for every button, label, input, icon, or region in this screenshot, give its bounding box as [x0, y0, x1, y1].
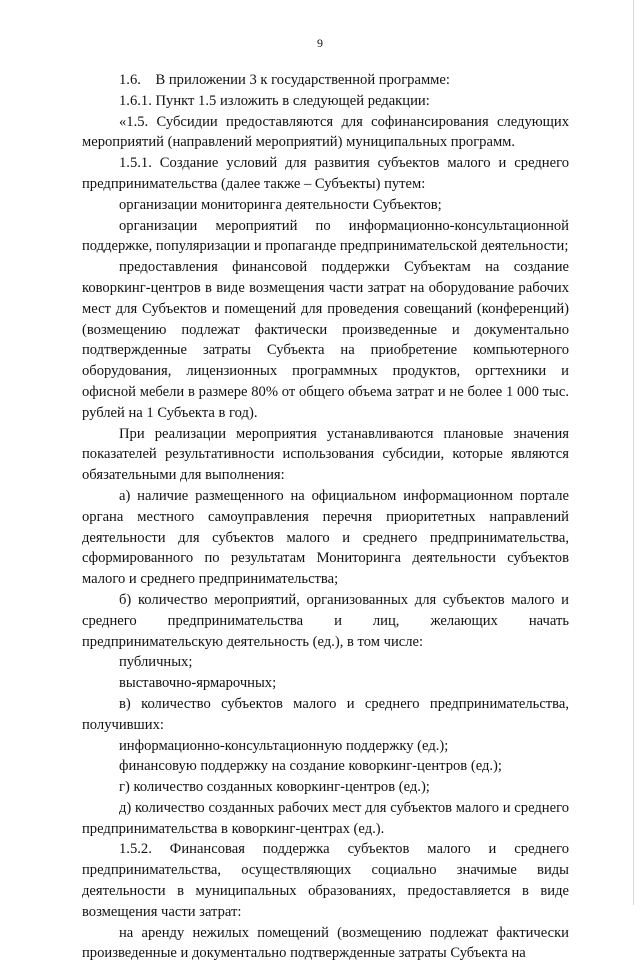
paragraph-point-15: «1.5. Субсидии предоставляются для софинансирования следующих мероприятий (направлений мероприятий) муниципальных программ.	[82, 113, 569, 151]
paragraph-point-152: 1.5.2. Финансовая поддержка субъектов малого и среднего предпринимательства, осуществляющих социально значимые виды деятельности в муниципальных образованиях, предоставляется в виде возмещения части затрат:	[82, 841, 569, 920]
paragraph-indicator-v: в) количество субъектов малого и среднего предпринимательства, получивших:	[82, 695, 569, 733]
paragraph-rent: на аренду нежилых помещений (возмещению подлежат фактически произведенные и документально подтвержденные затраты Субъекта на	[82, 924, 569, 962]
paragraph-financial-support: предоставления финансовой поддержки Субъектам на создание коворкинг-центров в виде возмещения части затрат на оборудование рабочих мест для Субъектов и помещений для проведения совещаний (конференций) (возмещению подлежат фактически произведенные и документально подтвержденные затраты Субъекта на приобретение компьютерного оборудования, лицензионных программных продуктов, оргтехники и офисной мебели в размере 80% от общего объема затрат и не более 1 000 тыс. рублей на 1 Субъекта в год).	[82, 259, 569, 421]
paragraph-monitoring: организации мониторинга деятельности Субъектов;	[119, 196, 442, 213]
paragraph-info-support: информационно-консультационную поддержку (ед.);	[119, 737, 449, 754]
paragraph-indicator-d: д) количество созданных рабочих мест для субъектов малого и среднего предпринимательства в коворкинг-центрах (ед.).	[82, 799, 569, 837]
paragraph-indicators-intro: При реализации мероприятия устанавливаются плановые значения показателей результативности использования субсидии, которые являются обязательными для выполнения:	[82, 425, 569, 484]
paragraph-appendix-heading: 1.6. В приложении 3 к государственной программе:	[119, 72, 450, 88]
scan-edge	[633, 0, 634, 905]
document-body	[82, 70, 569, 964]
paragraph-indicator-b: б) количество мероприятий, организованных для субъектов малого и среднего предпринимательства и лиц, желающих начать предпринимательскую деятельность (ед.), в том числе:	[82, 591, 569, 650]
page-number: 9	[317, 36, 323, 50]
paragraph-point-161: 1.6.1. Пункт 1.5 изложить в следующей редакции:	[119, 92, 430, 109]
paragraph-point-151: 1.5.1. Создание условий для развития субъектов малого и среднего предпринимательства (далее также – Субъекты) путем:	[82, 155, 569, 192]
paragraph-public: публичных;	[119, 654, 193, 671]
paragraph-coworking-support: финансовую поддержку на создание коворкинг-центров (ед.);	[119, 758, 502, 775]
paragraph-exhibitions: выставочно-ярмарочных;	[119, 675, 277, 692]
paragraph-events: организации мероприятий по информационно-консультационной поддержке, популяризации и пропаганде предпринимательской деятельности;	[82, 217, 569, 255]
paragraph-indicator-g: г) количество созданных коворкинг-центров (ед.);	[119, 779, 430, 796]
paragraph-indicator-a: а) наличие размещенного на официальном информационном портале органа местного самоуправления перечня приоритетных направлений деятельности для субъектов малого и среднего предпринимательства, сформированного по результатам Мониторинга деятельности субъектов малого и среднего предпринимательства;	[82, 487, 569, 588]
